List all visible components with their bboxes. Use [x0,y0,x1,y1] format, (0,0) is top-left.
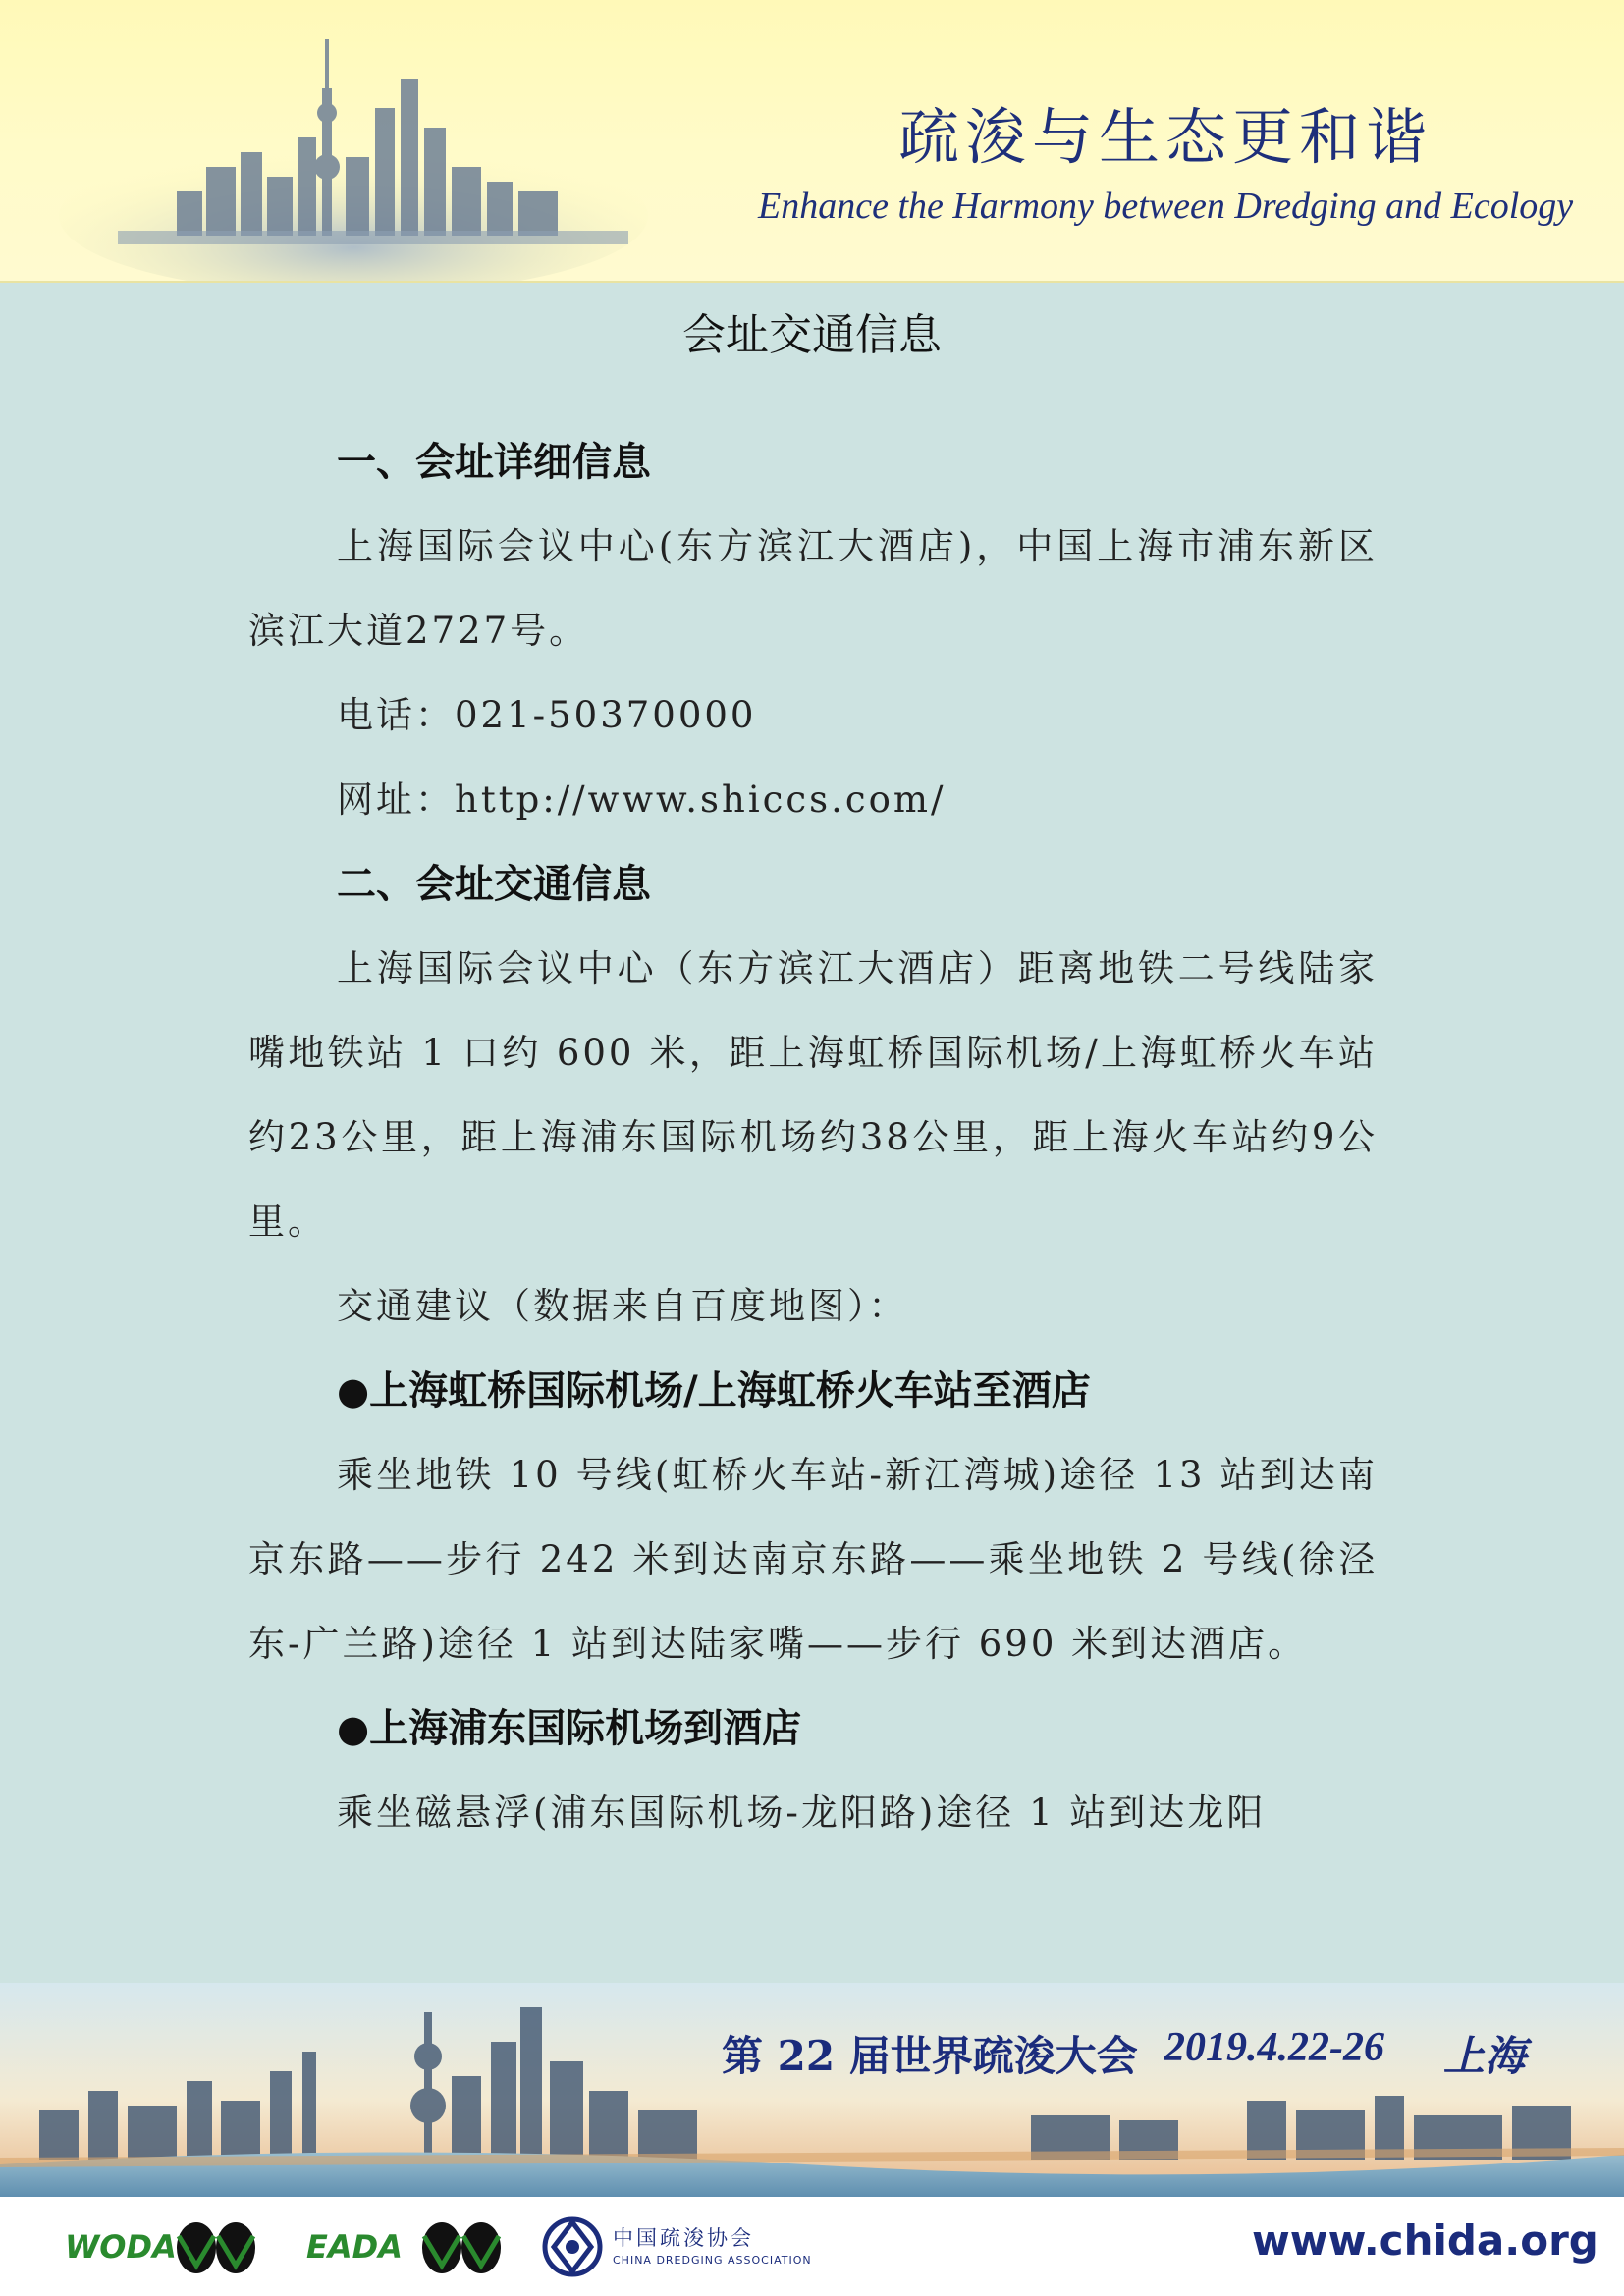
route-text-hongqiao: 乘坐地铁 10 号线(虹桥火车站-新江湾城)途径 13 站到达南京东路——步行 242 米到达南京东路——乘坐地铁 2 号线(徐泾东-广兰路)途径 1 站到达陆家嘴——步行 690 米到达酒店。 [248,1454,1378,1665]
route-text-pudong: 乘坐磁悬浮(浦东国际机场-龙阳路)途径 1 站到达龙阳 [337,1791,1267,1834]
chida-logo [542,2216,837,2279]
footer-event-city: 上海 [1443,2032,1527,2080]
footer-logo-strip [0,2197,1624,2296]
footer-banner [0,1983,1624,2296]
header-slogan-english: Enhance the Harmony between Dredging and Ecology [758,186,1574,227]
chida-emblem-icon [542,2216,603,2277]
route-heading-hongqiao-text: 上海虹桥国际机场/上海虹桥火车站至酒店 [369,1368,1091,1414]
chida-name-chinese: 中国疏浚协会 [613,2226,754,2250]
footer-event-name: 第 22 届世界疏浚大会 [722,2032,1138,2080]
route-heading-pudong-text: 上海浦东国际机场到酒店 [369,1706,802,1751]
woda-emblem-icon [175,2218,263,2277]
route-heading-hongqiao [248,1349,1378,1433]
header-banner [0,0,1624,283]
venue-website: 网址：http://www.shiccs.com/ [337,778,947,821]
woda-logo-text: WODA [65,2228,177,2266]
eada-logo-text: EADA [306,2228,403,2266]
route-heading-pudong [248,1686,1378,1771]
section-heading-transport: 二、会址交通信息 [337,862,651,907]
shanghai-bund-image [0,1983,1624,2197]
page-title: 会址交通信息 [682,310,942,360]
venue-phone: 电话：021-50370000 [337,694,757,736]
bullet-icon: ● [337,1369,370,1413]
bullet-icon: ● [337,1707,370,1750]
venue-address: 上海国际会议中心(东方滨江大酒店)，中国上海市浦东新区滨江大道2727号。 [248,525,1378,652]
chida-name-english: CHINA DREDGING ASSOCIATION [613,2254,812,2267]
footer-website-link[interactable]: www.chida.org [1252,2216,1598,2265]
header-slogan-chinese: 疏浚与生态更和谐 [898,101,1434,173]
transport-suggestion-intro: 交通建议（数据来自百度地图）： [337,1285,908,1327]
section-heading-venue: 一、会址详细信息 [337,440,651,485]
footer-event-date: 2019.4.22-26 [1164,2025,1384,2070]
transport-overview: 上海国际会议中心（东方滨江大酒店）距离地铁二号线陆家嘴地铁站 1 口约 600 米，距上海虹桥国际机场/上海虹桥火车站约23公里，距上海浦东国际机场约38公里，距上海火车站约9公里。 [248,947,1378,1243]
shanghai-skyline-image [59,20,687,281]
document-body [248,420,1378,1855]
eada-emblem-icon [420,2218,509,2277]
